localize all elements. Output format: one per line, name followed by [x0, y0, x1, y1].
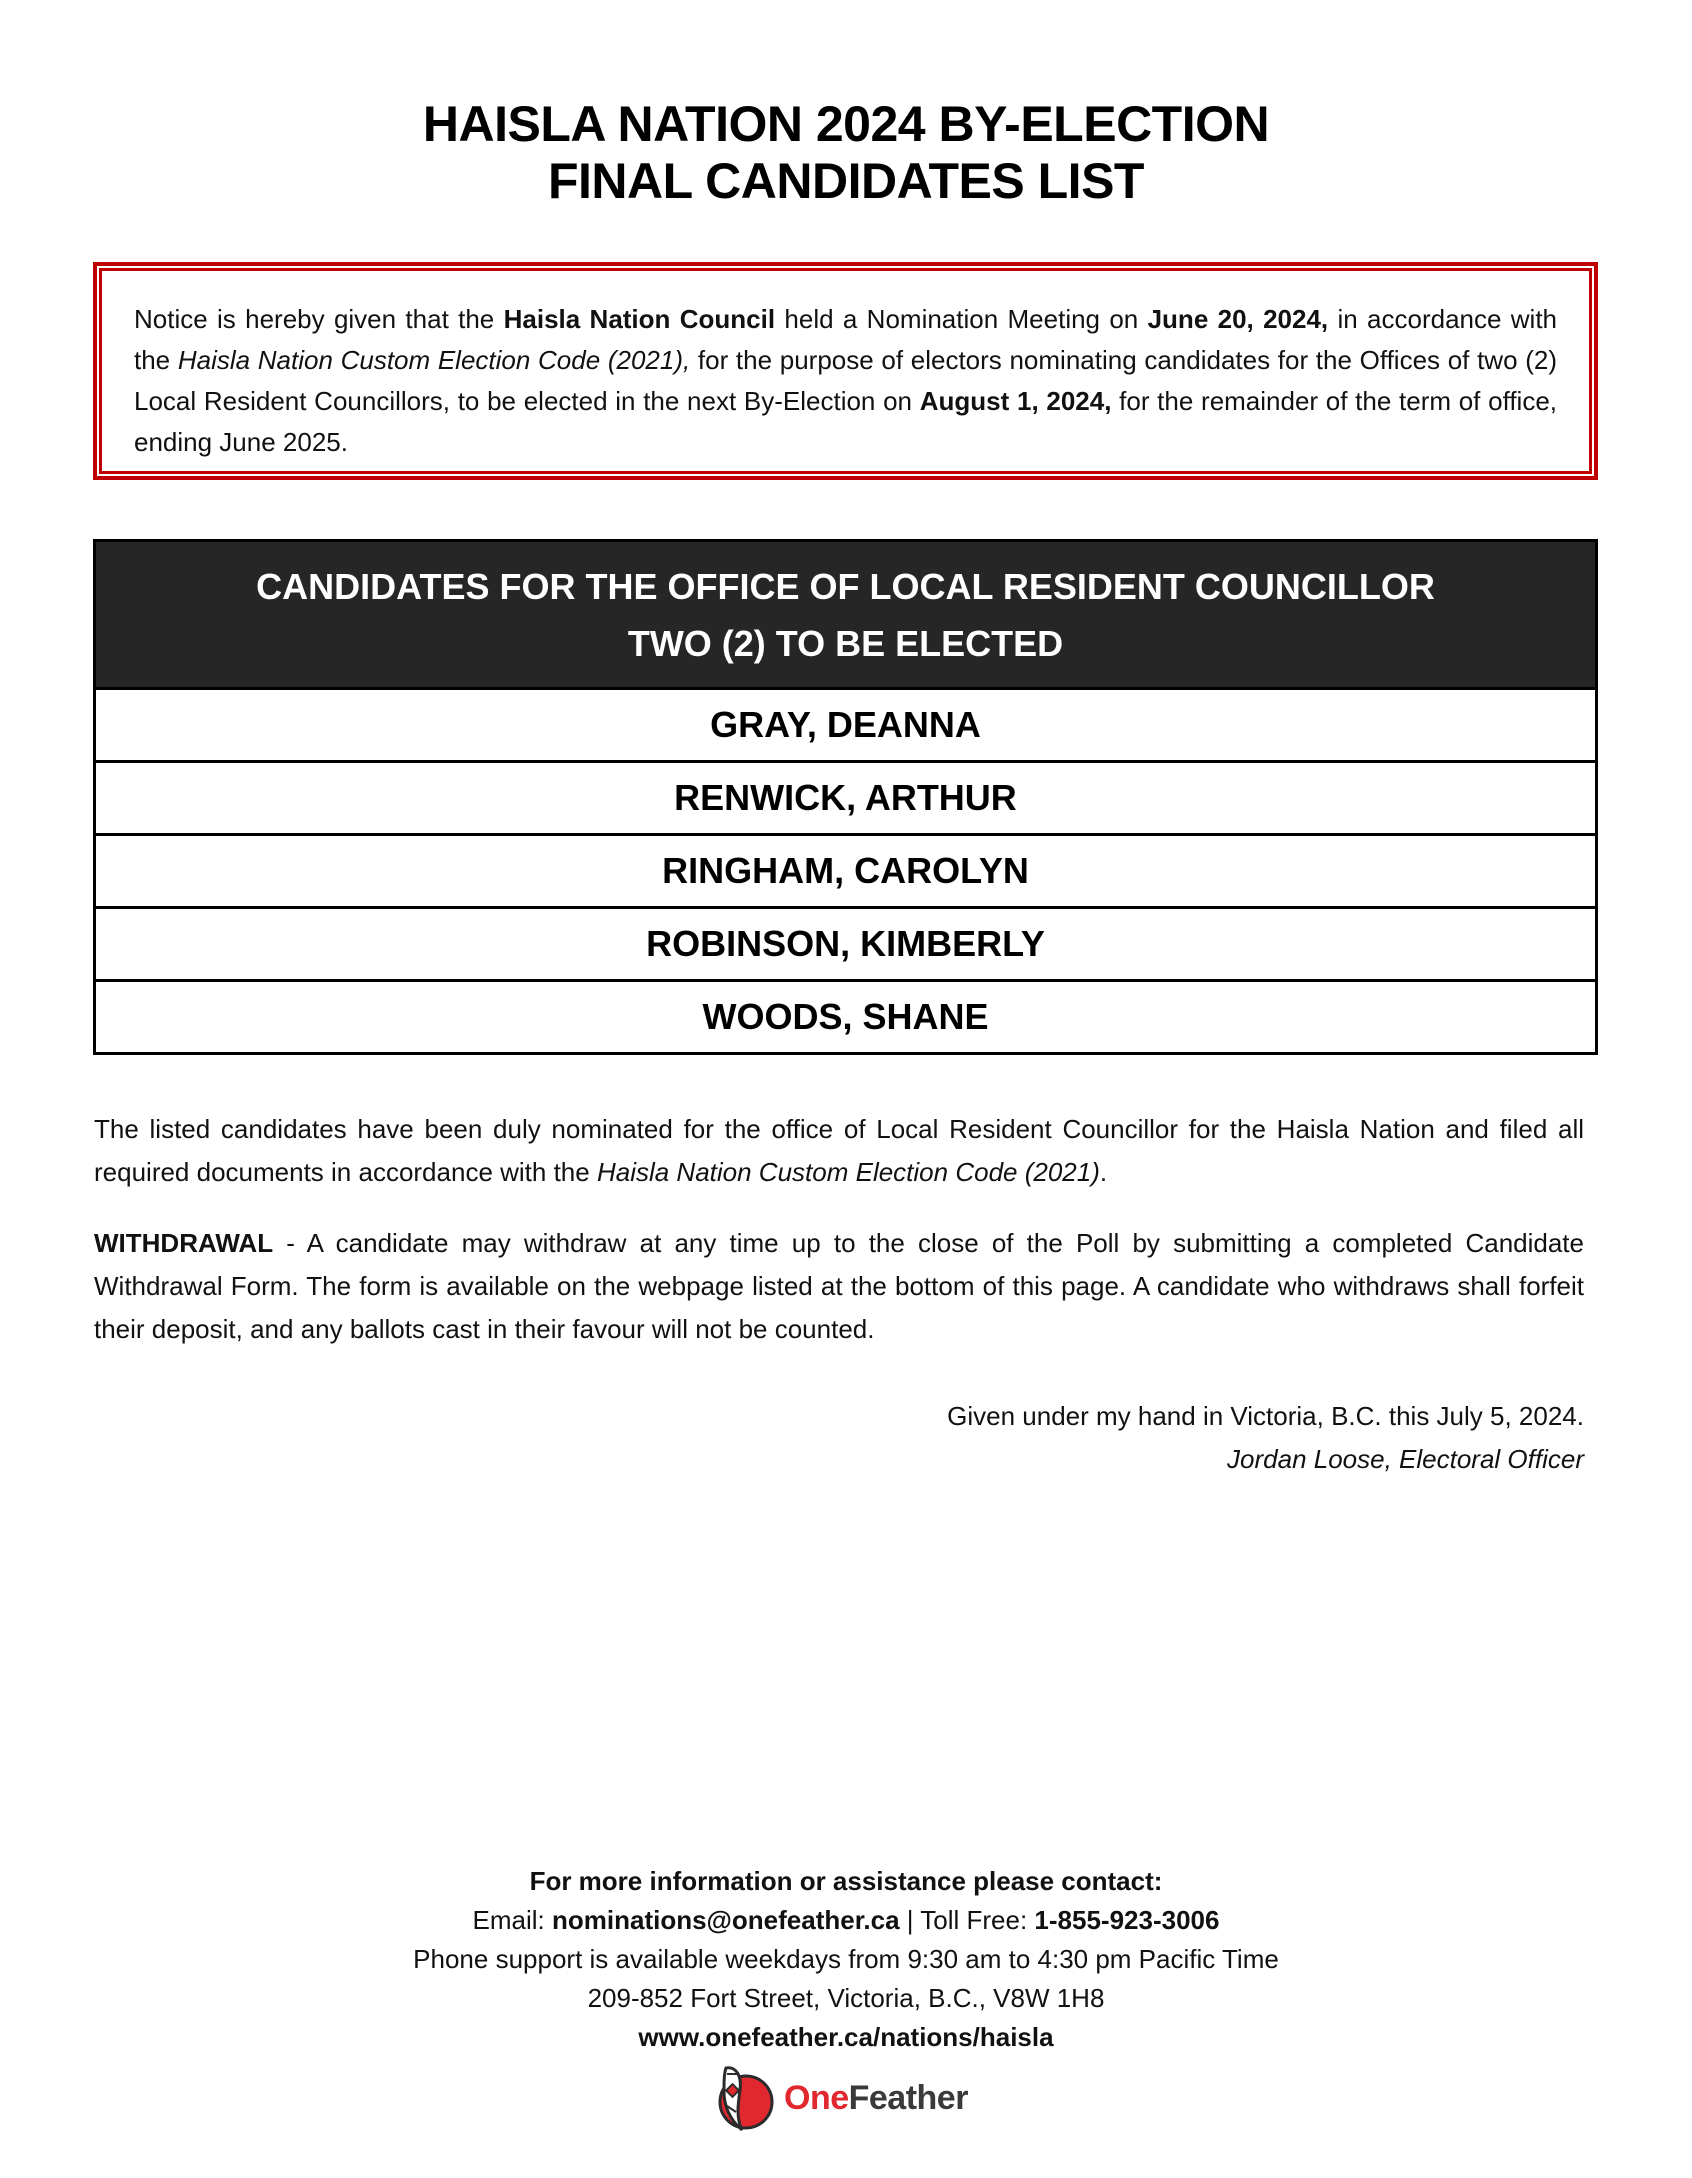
signature-place-date: Given under my hand in Victoria, B.C. this July 5, 2024. [947, 1401, 1584, 1431]
notice-box [93, 262, 1598, 480]
candidates-table-header [96, 542, 1595, 687]
onefeather-logo [712, 2062, 982, 2134]
table-row: RENWICK, ARTHUR [96, 760, 1595, 833]
paragraph-text: . [1099, 1157, 1108, 1187]
support-hours: Phone support is available weekdays from 9:30 am to 4:30 pm Pacific Time [413, 1944, 1279, 1974]
election-code-ref: Haisla Nation Custom Election Code (2021), [177, 345, 691, 375]
notice-text-segment: Notice is hereby given that the [134, 304, 504, 334]
contact-line [0, 1901, 1692, 1940]
email-label: Email: [472, 1905, 552, 1935]
website-link[interactable]: www.onefeather.ca/nations/haisla [638, 2022, 1054, 2052]
signature-name: Jordan Loose, Electoral Officer [1227, 1444, 1584, 1474]
header-line-2: TWO (2) TO BE ELECTED [627, 623, 1064, 664]
paragraph-text: The listed candidates have been duly nominated for the office of Local Resident Councillor for the Haisla Nation and filed all required documents in accordance with the [94, 1114, 1584, 1187]
logo-text-feather: Feather [848, 2078, 968, 2117]
table-row: ROBINSON, KIMBERLY [96, 906, 1595, 979]
phone-link[interactable]: 1-855-923-3006 [1034, 1905, 1220, 1935]
notice-text-segment: for the purpose of electors nominating candidates for the Offices of two (2) Local Resident Councillors, to be elected in the next By-Election on [134, 345, 1557, 416]
address: 209-852 Fort Street, Victoria, B.C., V8W 1H8 [587, 1983, 1105, 2013]
title-line-1: HAISLA NATION 2024 BY-ELECTION [422, 96, 1270, 152]
table-row: WOODS, SHANE [96, 979, 1595, 1052]
notice-text [134, 299, 1557, 463]
candidates-table [93, 539, 1598, 1055]
nomination-paragraph [94, 1108, 1584, 1194]
header-line-1: CANDIDATES FOR THE OFFICE OF LOCAL RESIDENT COUNCILLOR [256, 566, 1435, 607]
feather-circle-icon [712, 2062, 776, 2134]
notice-box-inner [99, 268, 1592, 474]
election-code-ref: Haisla Nation Custom Election Code (2021) [596, 1157, 1100, 1187]
contact-heading: For more information or assistance please contact: [529, 1866, 1163, 1896]
withdrawal-paragraph [94, 1222, 1584, 1351]
withdrawal-label: WITHDRAWAL [94, 1228, 274, 1258]
election-date: August 1, 2024, [919, 386, 1112, 416]
table-row: GRAY, DEANNA [96, 687, 1595, 760]
notice-text-segment: in accordance with the [134, 304, 1558, 375]
tollfree-label: | Toll Free: [899, 1905, 1035, 1935]
notice-text-segment: for the remainder of the term of office, ending June 2025. [134, 386, 1558, 457]
logo-text [784, 2079, 968, 2118]
table-row: RINGHAM, CAROLYN [96, 833, 1595, 906]
logo-text-one: One [784, 2078, 849, 2117]
notice-text-segment: held a Nomination Meeting on [775, 304, 1148, 334]
nomination-date: June 20, 2024, [1147, 304, 1329, 334]
title-line-2: FINAL CANDIDATES LIST [548, 153, 1144, 209]
email-link[interactable]: nominations@onefeather.ca [552, 1905, 900, 1935]
page-title [0, 96, 1692, 210]
paragraph-text: - A candidate may withdraw at any time up to the close of the Poll by submitting a completed Candidate Withdrawal Form. The form is available on the webpage listed at the bottom of this page. A candidate who withdraws shall forfeit their deposit, and any ballots cast in their favour will not be counted. [94, 1228, 1584, 1344]
contact-footer [0, 1862, 1692, 2057]
council-name: Haisla Nation Council [503, 304, 776, 334]
